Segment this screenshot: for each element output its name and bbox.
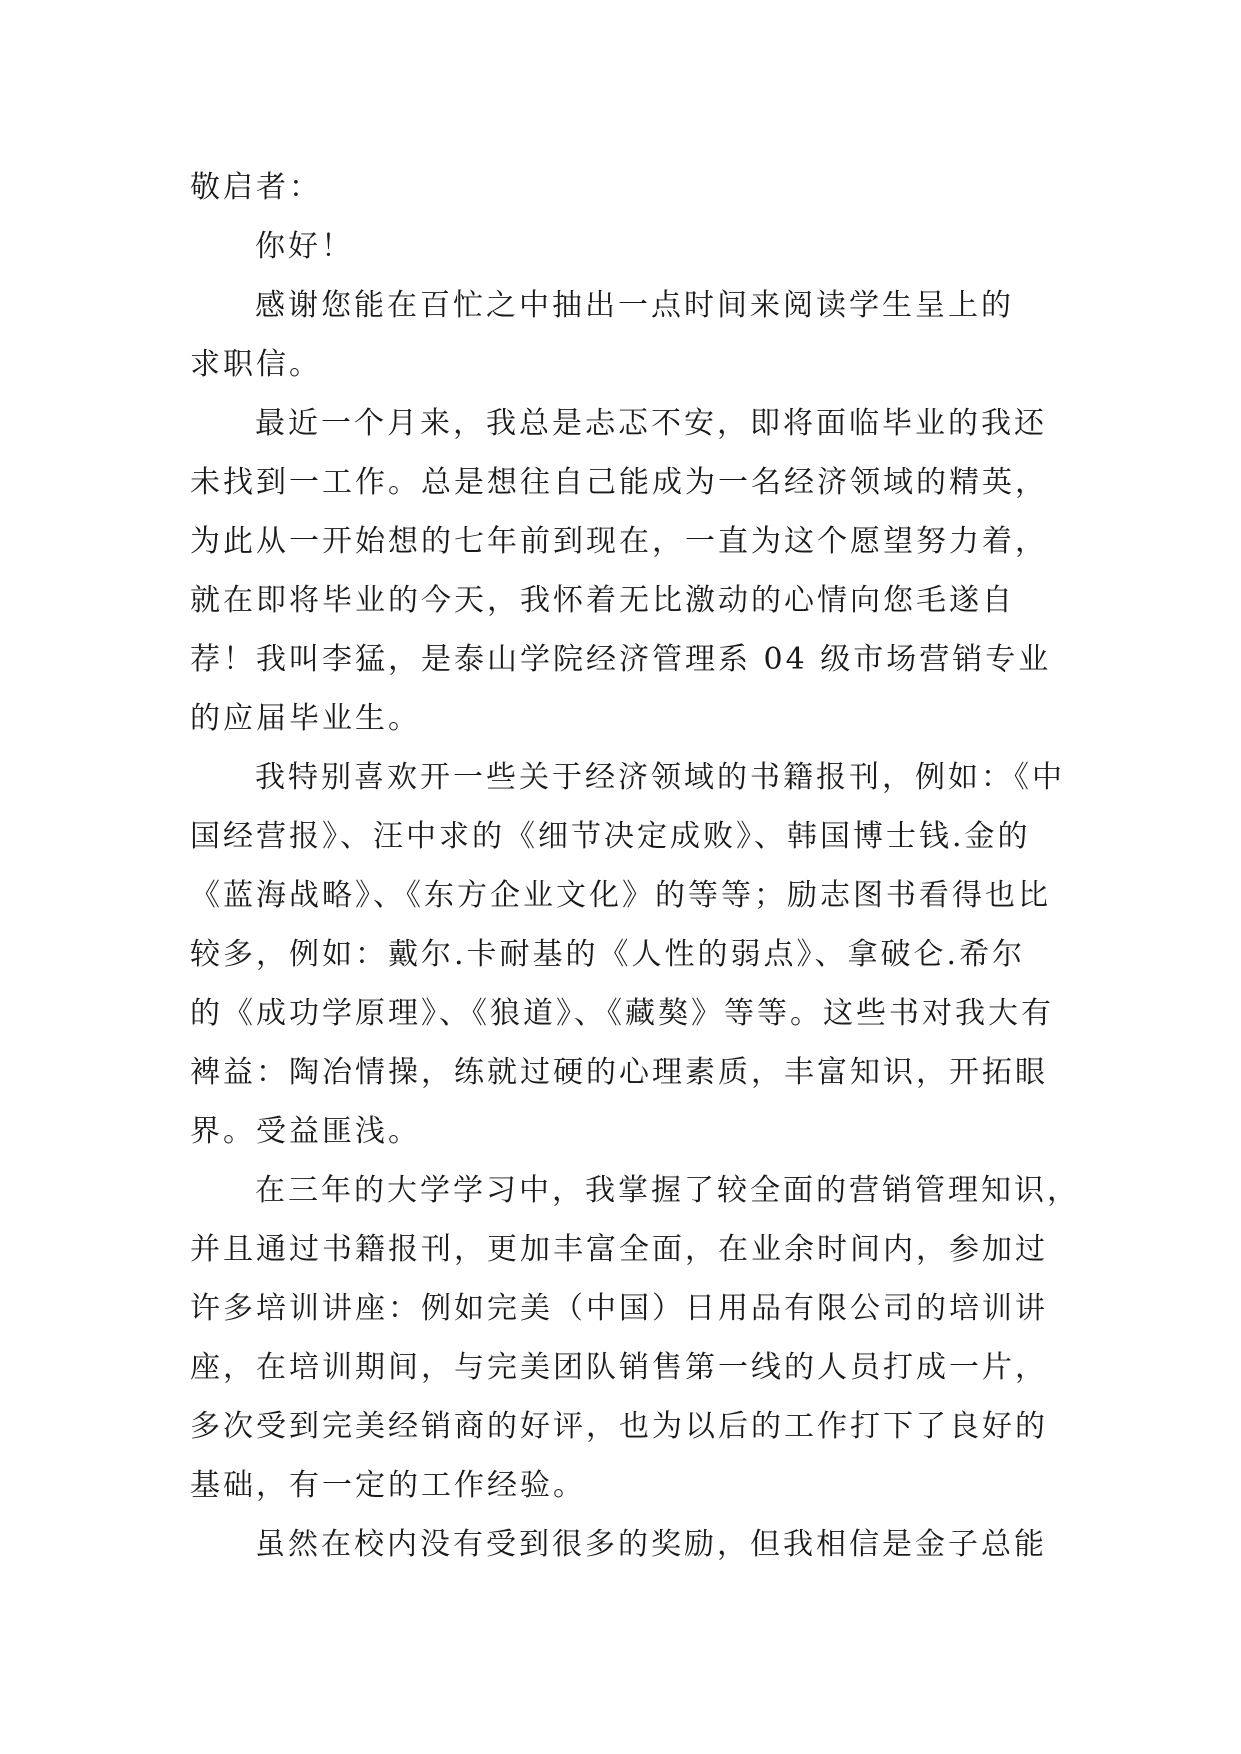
paragraph-line: 《蓝海战略》、《东方企业文化》的等等；励志图书看得也比 [190,878,1051,913]
paragraph-line: 较多，例如：戴尔.卡耐基的《人性的弱点》、拿破仑.希尔 [190,937,1026,972]
paragraph-3 [190,748,1065,1161]
paragraph-line: 荐！我叫李猛，是泰山学院经济管理系 04 级市场营销专业 [190,642,1052,677]
paragraph-4 [190,1161,1080,1515]
paragraph-line: 界。受益匪浅。 [190,1114,421,1149]
greeting: 你好！ [255,229,354,264]
paragraph-line: 在三年的大学学习中，我掌握了较全面的营销管理知识， [255,1173,1080,1208]
paragraph-line: 并且通过书籍报刊，更加丰富全面，在业余时间内，参加过 [190,1232,1048,1267]
paragraph-line: 我特别喜欢开一些关于经济领域的书籍报刊，例如：《中 [255,760,1065,795]
paragraph-line: 多次受到完美经销商的好评，也为以后的工作打下了良好的 [190,1409,1048,1444]
letter-body [190,158,1080,1574]
paragraph-line: 的应届毕业生。 [190,701,421,736]
paragraph-line: 国经营报》、汪中求的《细节决定成败》、韩国博士钱.金的 [190,819,1031,854]
paragraph-line: 为此从一开始想的七年前到现在，一直为这个愿望努力着， [190,524,1048,559]
paragraph-line: 就在即将毕业的今天，我怀着无比激动的心情向您毛遂自 [190,583,1015,618]
paragraph-line: 许多培训讲座：例如完美（中国）日用品有限公司的培训讲 [190,1291,1048,1326]
paragraph-line: 求职信。 [190,347,322,382]
paragraph-line: 裨益：陶冶情操，练就过硬的心理素质，丰富知识，开拓眼 [190,1055,1048,1090]
paragraph-5 [190,1515,1060,1574]
paragraph-line: 最近一个月来，我总是忐忑不安，即将面临毕业的我还 [255,406,1047,441]
paragraph-line: 的《成功学原理》、《狼道》、《藏獒》等等。这些书对我大有 [190,996,1054,1031]
paragraph-line: 基础，有一定的工作经验。 [190,1468,586,1503]
paragraph-line: 虽然在校内没有受到很多的奖励，但我相信是金子总能 [255,1527,1047,1562]
paragraph-2 [190,394,1060,748]
paragraph-line: 座，在培训期间，与完美团队销售第一线的人员打成一片， [190,1350,1048,1385]
paragraph-line: 未找到一工作。总是想往自己能成为一名经济领域的精英， [190,465,1048,500]
paragraph-line: 感谢您能在百忙之中抽出一点时间来阅读学生呈上的 [255,288,1014,323]
salutation: 敬启者： [190,170,322,205]
paragraph-1 [190,276,1060,394]
